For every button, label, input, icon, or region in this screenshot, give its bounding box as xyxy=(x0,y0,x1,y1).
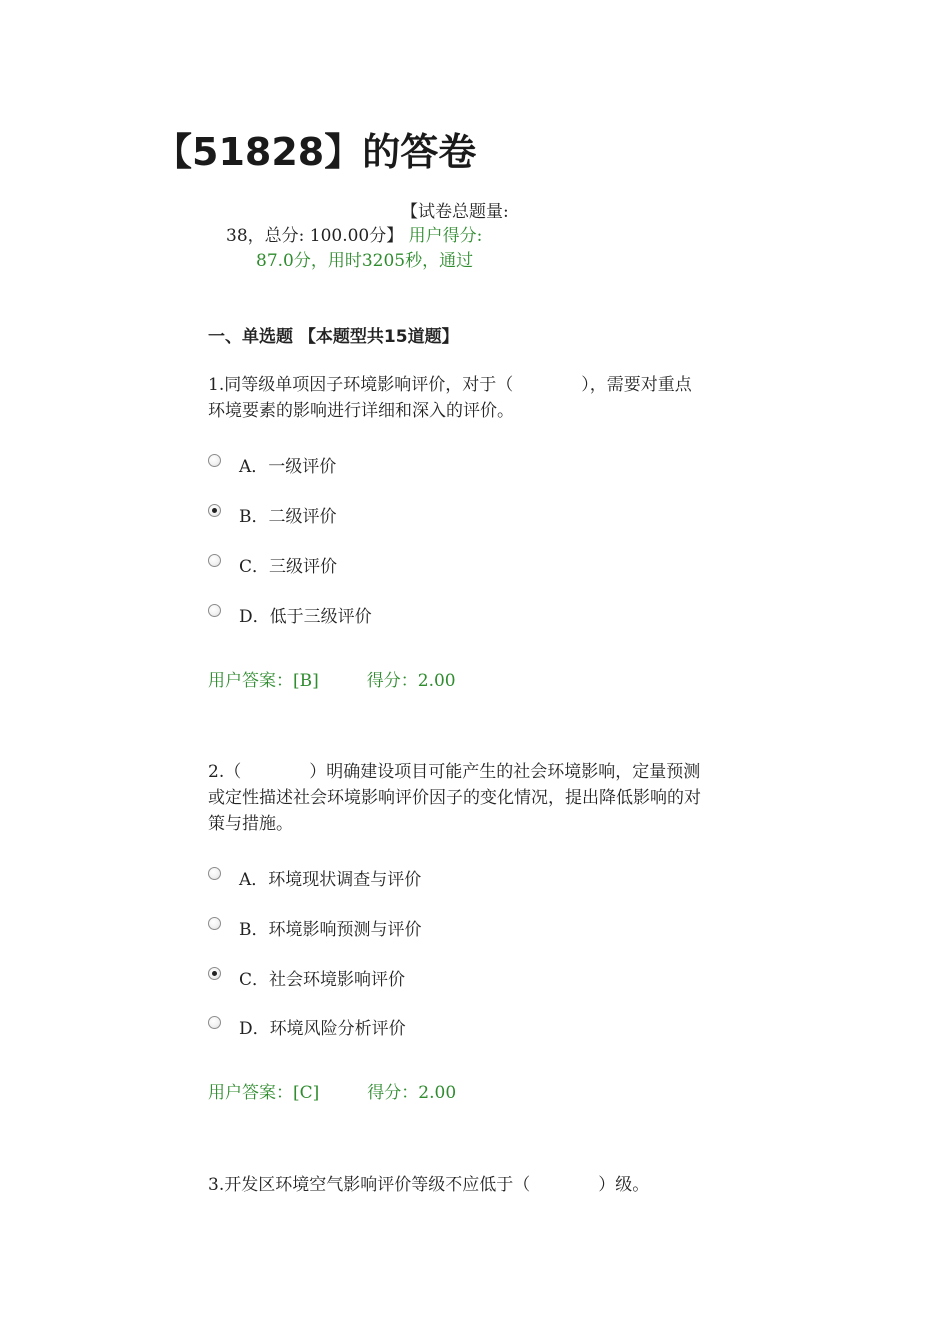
question-2-option-b[interactable] xyxy=(208,914,422,940)
question-1-line-1: 1.同等级单项因子环境影响评价，对于（ ），需要对重点 xyxy=(208,375,692,395)
summary-question-count-label: 【试卷总题量: xyxy=(401,202,509,222)
question-2-text xyxy=(208,759,768,837)
user-answer: 用户答案：[C] xyxy=(208,1083,320,1103)
question-2-option-d[interactable] xyxy=(208,1013,406,1039)
question-3-text xyxy=(208,1172,768,1198)
question-2-option-c[interactable] xyxy=(208,964,405,990)
summary-user-score-label: 用户得分: xyxy=(403,226,483,246)
option-label: A．一级评价 xyxy=(239,456,337,477)
question-1-option-b[interactable] xyxy=(208,501,337,527)
section-title-single-choice: 一、单选题 【本题型共15道题】 xyxy=(208,327,459,347)
question-1-option-a[interactable] xyxy=(208,451,336,477)
option-label: C．三级评价 xyxy=(239,556,338,577)
question-score: 得分：2.00 xyxy=(367,1083,457,1103)
option-label: D．低于三级评价 xyxy=(239,606,372,627)
question-score: 得分：2.00 xyxy=(366,671,456,691)
question-3-line-1: 3.开发区环境空气影响评价等级不应低于（ ）级。 xyxy=(208,1175,650,1195)
radio-checked-icon[interactable] xyxy=(208,967,221,980)
question-1-text xyxy=(208,372,768,424)
question-2-line-1: 2.（ ）明确建设项目可能产生的社会环境影响，定量预测 xyxy=(208,762,701,782)
option-label: D．环境风险分析评价 xyxy=(239,1018,406,1039)
radio-unchecked-icon[interactable] xyxy=(208,604,221,617)
question-1-result xyxy=(208,669,456,693)
option-label: B．环境影响预测与评价 xyxy=(239,919,422,940)
question-2-option-a[interactable] xyxy=(208,864,421,890)
option-label: A．环境现状调查与评价 xyxy=(239,869,422,890)
radio-checked-icon[interactable] xyxy=(208,504,221,517)
radio-unchecked-icon[interactable] xyxy=(208,867,221,880)
radio-unchecked-icon[interactable] xyxy=(208,1016,221,1029)
question-2-line-2: 或定性描述社会环境影响评价因子的变化情况，提出降低影响的对 xyxy=(208,788,701,808)
page-title: 【51828】的答卷 xyxy=(154,130,477,174)
radio-unchecked-icon[interactable] xyxy=(208,554,221,567)
summary-result: 87.0分，用时3205秒，通过 xyxy=(256,251,474,271)
summary-total-score-text: 38，总分: 100.00分】 xyxy=(226,226,404,246)
option-label: C．社会环境影响评价 xyxy=(239,969,406,990)
question-1-line-2: 环境要素的影响进行详细和深入的评价。 xyxy=(208,401,514,421)
option-label: B．二级评价 xyxy=(239,506,337,527)
radio-unchecked-icon[interactable] xyxy=(208,917,221,930)
question-1-option-c[interactable] xyxy=(208,551,337,577)
question-1-option-d[interactable] xyxy=(208,601,372,627)
user-answer: 用户答案：[B] xyxy=(208,671,319,691)
question-2-line-3: 策与措施。 xyxy=(208,814,293,834)
summary-total-score xyxy=(226,224,482,248)
radio-unchecked-icon[interactable] xyxy=(208,454,221,467)
question-2-result xyxy=(208,1081,456,1105)
